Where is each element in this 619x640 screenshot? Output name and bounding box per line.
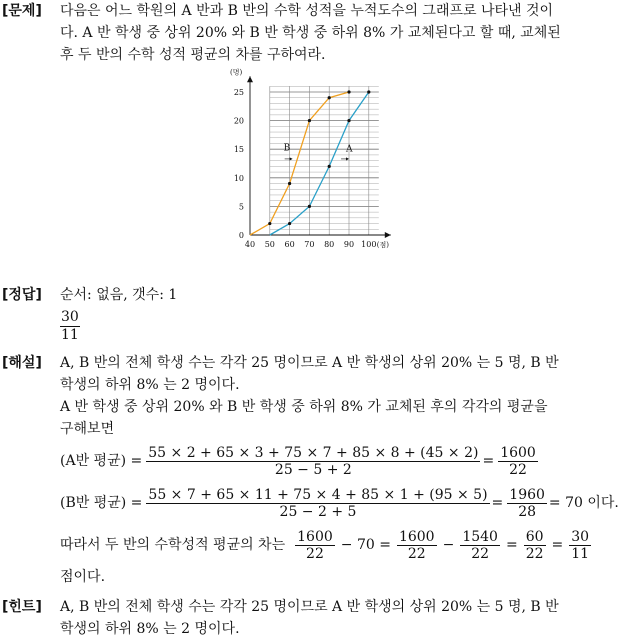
a-average-fraction (146, 445, 480, 478)
problem-line: 다. A 반 학생 중 상위 20% 와 B 반 학생 중 하위 8% 가 교체된다고 할 때, 교체된 (60, 25, 561, 41)
a-average-result (498, 445, 538, 478)
fraction-denominator: 22 (509, 461, 527, 478)
problem-line: 다음은 어느 학원의 A 반과 B 반의 수학 성적을 누적도수의 그래프로 나타낸 것이 (60, 3, 554, 19)
fraction-numerator: 30 (571, 528, 590, 545)
data-point (328, 165, 331, 168)
hint-line: A, B 반의 전체 학생 수는 각각 25 명이므로 A 반 학생의 상위 20% 는 5 명, B 반 (60, 599, 559, 615)
b-average-fraction (146, 487, 489, 520)
data-point (308, 119, 311, 122)
equals-sign: = (505, 537, 518, 553)
x-tick-label: 60 (284, 240, 295, 249)
label-arrow-head (290, 157, 293, 160)
fraction-denominator: 25 − 5 + 2 (274, 461, 352, 478)
a-average-label: (A반 평균) = (60, 453, 143, 469)
fraction-denominator: 25 − 2 + 5 (279, 503, 357, 520)
answer-denominator: 11 (61, 327, 79, 343)
fraction-numerator: 1600 (398, 528, 435, 545)
b-average-tail: = 70 이다. (548, 495, 619, 511)
y-tick-label: 10 (233, 173, 244, 183)
minus-sign: − (442, 537, 455, 553)
data-point (347, 119, 350, 122)
series-label-B: B (283, 143, 291, 154)
explanation-line: A, B 반의 전체 학생 수는 각각 25 명이므로 A 반 학생의 상위 20% 는 5 명, B 반 (60, 355, 559, 371)
y-tick-label: 20 (233, 116, 244, 126)
series-label-A: A (346, 144, 353, 155)
fraction (397, 529, 437, 562)
fraction-numerator: 55 × 7 + 65 × 11 + 75 × 4 + 85 × 1 + (95 × 5) (148, 486, 488, 503)
x-axis-arrow (385, 232, 391, 238)
fraction-numerator: 1600 (297, 528, 333, 545)
explanation-tag: [해설] (2, 355, 42, 371)
explanation-line: 학생의 하위 8% 는 2 명이다. (60, 377, 240, 393)
explanation-line: 구해보면 (60, 421, 115, 437)
y-tick-label: 15 (233, 145, 244, 155)
problem-text (60, 0, 588, 66)
answer-fraction (60, 309, 80, 344)
fraction-numerator: 55 × 2 + 65 × 3 + 75 × 7 + 85 × 8 + (45 × 2) (148, 444, 479, 461)
equals-sign: = (491, 495, 504, 511)
x-tick-label: 40 (244, 240, 256, 249)
fraction (569, 529, 591, 562)
y-axis-arrow (247, 76, 253, 82)
fraction-denominator: 28 (518, 503, 537, 520)
b-average-result (507, 487, 547, 520)
x-tick-label: 70 (304, 240, 315, 249)
y-tick-label: 25 (233, 88, 244, 97)
problem-line: 후 두 반의 수학 성적 평균의 차를 구하여라. (60, 47, 326, 63)
explanation-body (60, 352, 619, 588)
explanation-line: A 반 학생 중 상위 20% 와 B 반 학생 중 하위 8% 가 교체된 후의 각각의 평균을 (60, 399, 548, 415)
data-point (288, 182, 291, 185)
chart-section (0, 70, 592, 260)
data-point (268, 222, 271, 225)
equals-sign: = (551, 537, 564, 553)
y-axis-label: (명) (230, 68, 243, 77)
difference-lead: 따라서 두 반의 수학성적 평균의 차는 (60, 537, 286, 553)
fraction-denominator: 22 (306, 545, 324, 562)
fraction-numerator: 1960 (509, 486, 545, 503)
fraction-denominator: 22 (407, 545, 426, 562)
data-point (288, 222, 291, 225)
answer-body (60, 284, 588, 344)
x-tick-label: 80 (324, 240, 335, 249)
b-average-equation (60, 482, 619, 524)
label-arrow-head (346, 157, 349, 160)
operator-text: − 70 = (340, 537, 391, 553)
explanation-end: 점이다. (60, 569, 106, 585)
a-average-equation (60, 440, 588, 482)
answer-numerator: 30 (61, 309, 79, 325)
data-point (347, 90, 350, 93)
y-tick-label: 5 (238, 202, 244, 212)
fraction-numerator: 1540 (462, 528, 498, 545)
difference-equation (60, 524, 588, 566)
fraction-denominator: 22 (471, 545, 490, 562)
x-tick-label: 90 (343, 240, 355, 249)
answer-line: 순서: 없음, 갯수: 1 (60, 287, 178, 303)
x-axis-label: (점) (376, 241, 390, 249)
fraction (524, 529, 546, 562)
hint-body (60, 596, 588, 640)
series-line-B (250, 92, 349, 235)
fraction-numerator: 1600 (500, 444, 536, 461)
b-average-label: (B반 평균) = (60, 495, 143, 511)
fraction-denominator: 11 (571, 545, 590, 562)
series-line-A (270, 92, 369, 235)
data-point (328, 96, 331, 99)
problem-tag: [문제] (2, 3, 42, 19)
fraction-denominator: 22 (525, 545, 544, 562)
fraction (460, 529, 500, 562)
x-tick-label: 50 (264, 240, 275, 249)
x-tick-label: 100 (361, 240, 377, 249)
equals-sign: = (482, 453, 495, 469)
answer-tag: [정답] (2, 287, 42, 303)
hint-tag: [힌트] (2, 599, 42, 615)
hint-line: 학생의 하위 8% 는 2 명이다. (60, 621, 240, 637)
data-point (308, 205, 311, 208)
fraction-numerator: 60 (525, 528, 544, 545)
fraction (295, 529, 335, 562)
data-point (367, 90, 370, 93)
y-tick-label: 0 (238, 231, 244, 240)
cumulative-frequency-chart (0, 70, 592, 260)
